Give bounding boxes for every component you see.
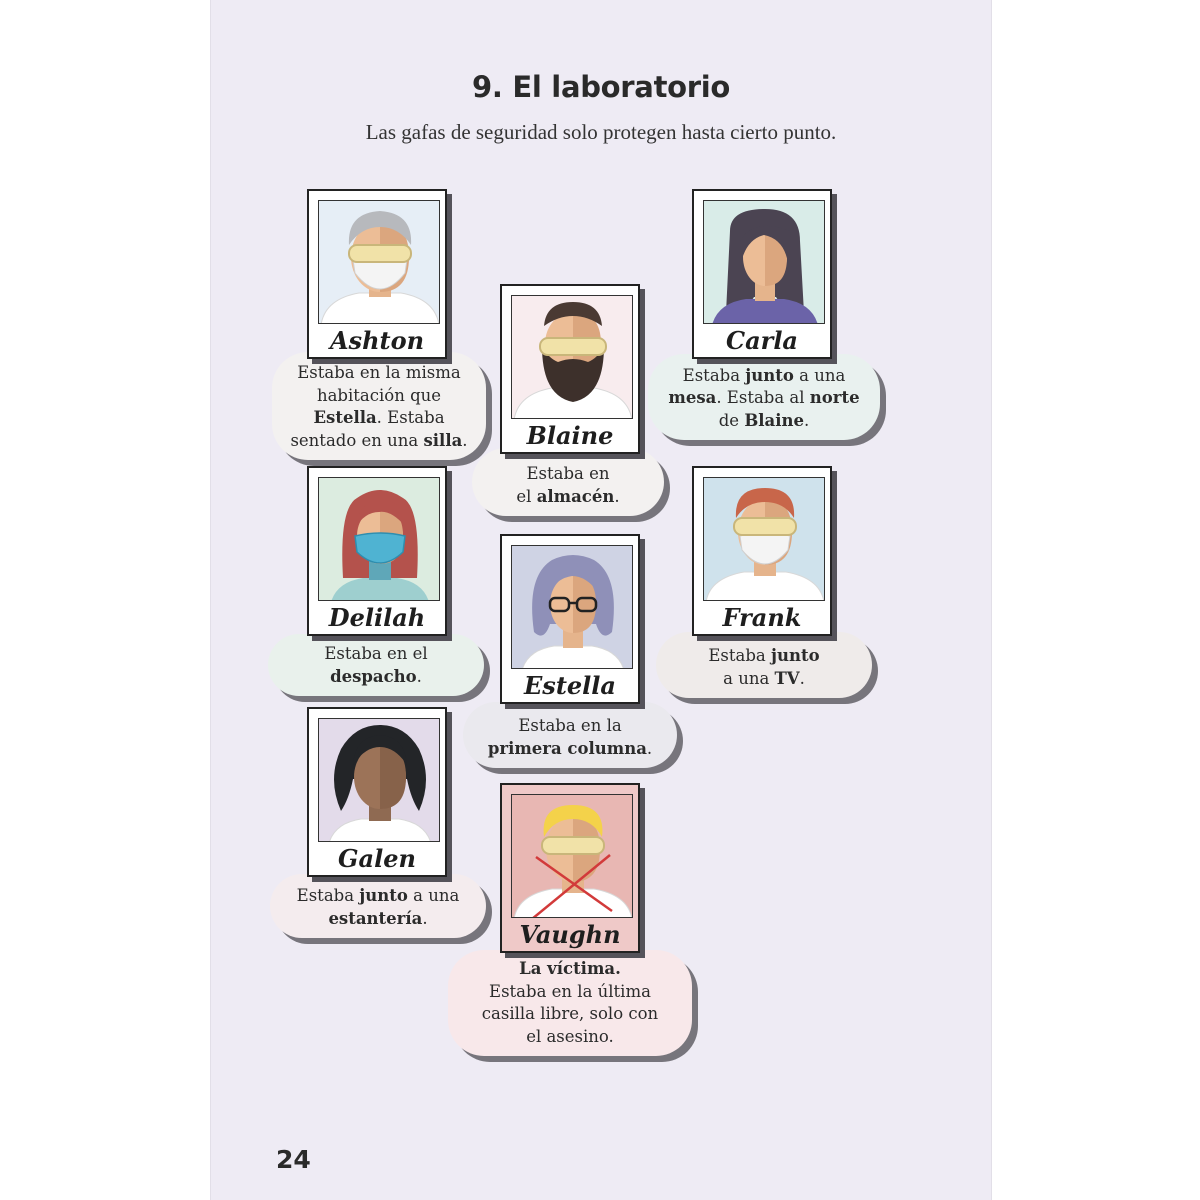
suspect-portrait: [511, 295, 633, 419]
clue-keyword: silla: [423, 430, 463, 450]
clue-line: [270, 908, 486, 931]
page-number: 24: [276, 1145, 311, 1174]
suspect-portrait: [318, 200, 440, 324]
suspect-portrait: [703, 200, 825, 324]
clue-text: .: [462, 430, 468, 450]
page-subtitle: Las gafas de seguridad solo protegen hasta cierto punto.: [365, 120, 837, 144]
suspect-name: Blaine: [526, 421, 614, 450]
suspect-name: Ashton: [329, 326, 425, 355]
clue-bubble: [270, 874, 486, 938]
suspect-name: Vaughn: [519, 920, 621, 949]
suspect-portrait: [511, 794, 633, 918]
clue-keyword: norte: [809, 388, 860, 407]
clue-text: sentado en una: [290, 430, 424, 450]
clue-text: Estaba: [708, 646, 772, 665]
victim-bubble: [448, 950, 692, 1056]
clue-line: [472, 463, 664, 486]
clue-bubble: [656, 632, 872, 698]
clue-keyword: Estella: [313, 408, 377, 427]
clue-line: [648, 387, 880, 410]
clue-keyword: estantería: [328, 908, 423, 928]
clue-text: . Estaba: [376, 408, 445, 427]
clue-bubble: [463, 702, 677, 768]
clue-text: Estaba en: [526, 464, 610, 483]
clue-keyword: TV: [774, 668, 800, 688]
clue-line: [656, 645, 872, 668]
clue-line: [656, 668, 872, 691]
clue-line: [270, 885, 486, 908]
clue-line: [448, 958, 692, 981]
clue-text: Estaba en el: [324, 644, 428, 663]
clue-line: [648, 365, 880, 388]
clue-text: Estaba: [296, 886, 360, 905]
polaroid: [307, 707, 447, 877]
clue-text: Estaba en la última: [489, 981, 651, 1001]
clue-text: .: [416, 666, 422, 686]
clue-line: [272, 385, 486, 408]
clue-text: .: [422, 908, 428, 928]
suspect-name: Galen: [338, 844, 416, 873]
clue-line: [268, 666, 484, 689]
clue-keyword: primera columna: [487, 738, 647, 758]
clue-line: [648, 410, 880, 433]
clue-line: [448, 1003, 692, 1026]
polaroid: [500, 783, 640, 953]
clue-text: Estaba en la misma: [297, 363, 461, 382]
clue-keyword: despacho: [330, 666, 417, 686]
polaroid: [307, 189, 447, 359]
suspect-name: Estella: [524, 671, 616, 700]
clue-bubble: [648, 354, 880, 440]
clue-text: .: [799, 668, 805, 688]
clue-keyword: almacén: [536, 486, 615, 506]
clue-text: a una: [793, 365, 846, 385]
clue-line: [463, 738, 677, 761]
suspect-portrait: [318, 477, 440, 601]
suspect-name: Delilah: [328, 603, 426, 632]
clue-keyword: junto: [359, 886, 408, 905]
page-title: 9. El laboratorio: [471, 70, 731, 104]
clue-text: habitación que: [316, 385, 442, 405]
clue-text: el asesino.: [526, 1026, 614, 1046]
clue-line: [463, 715, 677, 738]
clue-text: .: [646, 738, 653, 758]
polaroid: [307, 466, 447, 636]
suspect-portrait: [318, 718, 440, 842]
clue-text: a una: [407, 886, 460, 905]
polaroid: [500, 284, 640, 454]
clue-text: de: [718, 410, 745, 430]
clue-keyword: junto: [771, 646, 820, 665]
clue-line: [272, 362, 486, 385]
clue-line: [448, 1026, 692, 1049]
clue-text: a una: [723, 668, 775, 688]
clue-line: [272, 430, 486, 453]
clue-line: [472, 486, 664, 509]
clue-text: Estaba: [682, 365, 746, 385]
suspect-portrait: [703, 477, 825, 601]
clue-text: casilla libre, solo con: [481, 1004, 659, 1023]
clue-line: [272, 407, 486, 430]
clue-text: Estaba en la: [518, 716, 622, 735]
clue-text: el: [516, 486, 537, 506]
clue-keyword: junto: [745, 365, 794, 385]
clue-line: [268, 643, 484, 666]
clue-keyword: La víctima.: [519, 959, 621, 978]
clue-keyword: Blaine: [744, 410, 804, 430]
suspect-name: Carla: [726, 326, 798, 355]
polaroid: [500, 534, 640, 704]
clue-bubble: [472, 448, 664, 516]
polaroid: [692, 466, 832, 636]
suspect-portrait: [511, 545, 633, 669]
clue-keyword: mesa: [668, 388, 717, 407]
clue-text: . Estaba al: [716, 388, 810, 407]
suspect-name: Frank: [722, 603, 802, 632]
clue-line: [448, 981, 692, 1004]
clue-bubble: [272, 352, 486, 460]
clue-text: .: [804, 410, 810, 430]
clue-bubble: [268, 634, 484, 696]
clue-text: .: [614, 486, 620, 506]
polaroid: [692, 189, 832, 359]
